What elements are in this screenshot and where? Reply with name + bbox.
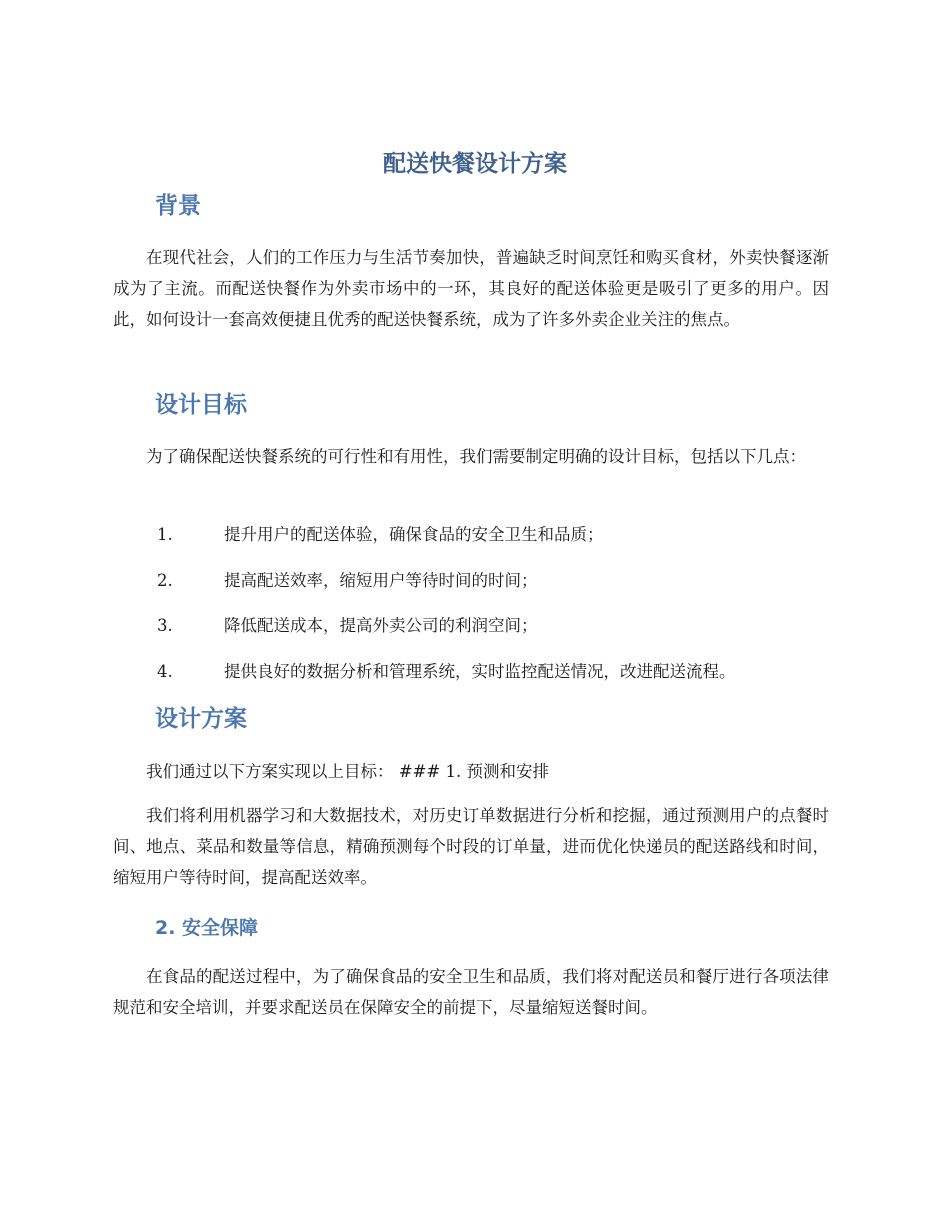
section-heading-goals: 设计目标 — [155, 392, 247, 418]
plan-prediction-paragraph: 我们将利用机器学习和大数据技术，对历史订单数据进行分析和挖掘，通过预测用户的点餐时间、地点、菜品和数量等信息，精确预测每个时段的订单量，进而优化快递员的配送路线和时间，缩短用户等待时间，提高配送效率。 — [113, 806, 829, 887]
list-item-number: 4. — [157, 661, 173, 681]
plan-intro-paragraph: 我们通过以下方案实现以上目标： ### 1. 预测和安排 — [146, 762, 549, 781]
goals-intro-paragraph: 为了确保配送快餐系统的可行性和有用性，我们需要制定明确的设计目标，包括以下几点： — [146, 447, 806, 466]
list-item — [113, 612, 829, 658]
list-item-number: 3. — [157, 616, 173, 635]
list-item — [113, 521, 829, 567]
list-item-text: 提升用户的配送体验，确保食品的安全卫生和品质； — [224, 525, 604, 544]
list-item-text: 提高配送效率，缩短用户等待时间的时间； — [224, 570, 538, 590]
document-title: 配送快餐设计方案 — [383, 151, 567, 177]
list-item-text: 提供良好的数据分析和管理系统，实时监控配送情况，改进配送流程。 — [224, 661, 736, 681]
safety-paragraph: 在食品的配送过程中，为了确保食品的安全卫生和品质，我们将对配送员和餐厅进行各项法律规范和安全培训，并要求配送员在保障安全的前提下，尽量缩短送餐时间。 — [113, 967, 829, 1017]
goals-list — [113, 521, 829, 703]
subsection-heading-safety: 2. 安全保障 — [155, 917, 259, 939]
section-heading-background: 背景 — [155, 193, 201, 219]
section-heading-plan: 设计方案 — [155, 706, 247, 732]
list-item-number: 2. — [157, 570, 173, 590]
background-paragraph: 在现代社会，人们的工作压力与生活节奏加快，普遍缺乏时间烹饪和购买食材，外卖快餐逐渐成为了主流。而配送快餐作为外卖市场中的一环，其良好的配送体验更是吸引了更多的用户。因此，如何设计一套高效便捷且优秀的配送快餐系统，成为了许多外卖企业关注的焦点。 — [113, 248, 829, 329]
list-item-number: 1. — [157, 525, 173, 544]
list-item-text: 降低配送成本，提高外卖公司的利润空间； — [224, 616, 538, 635]
list-item — [113, 567, 829, 613]
list-item — [113, 658, 829, 704]
